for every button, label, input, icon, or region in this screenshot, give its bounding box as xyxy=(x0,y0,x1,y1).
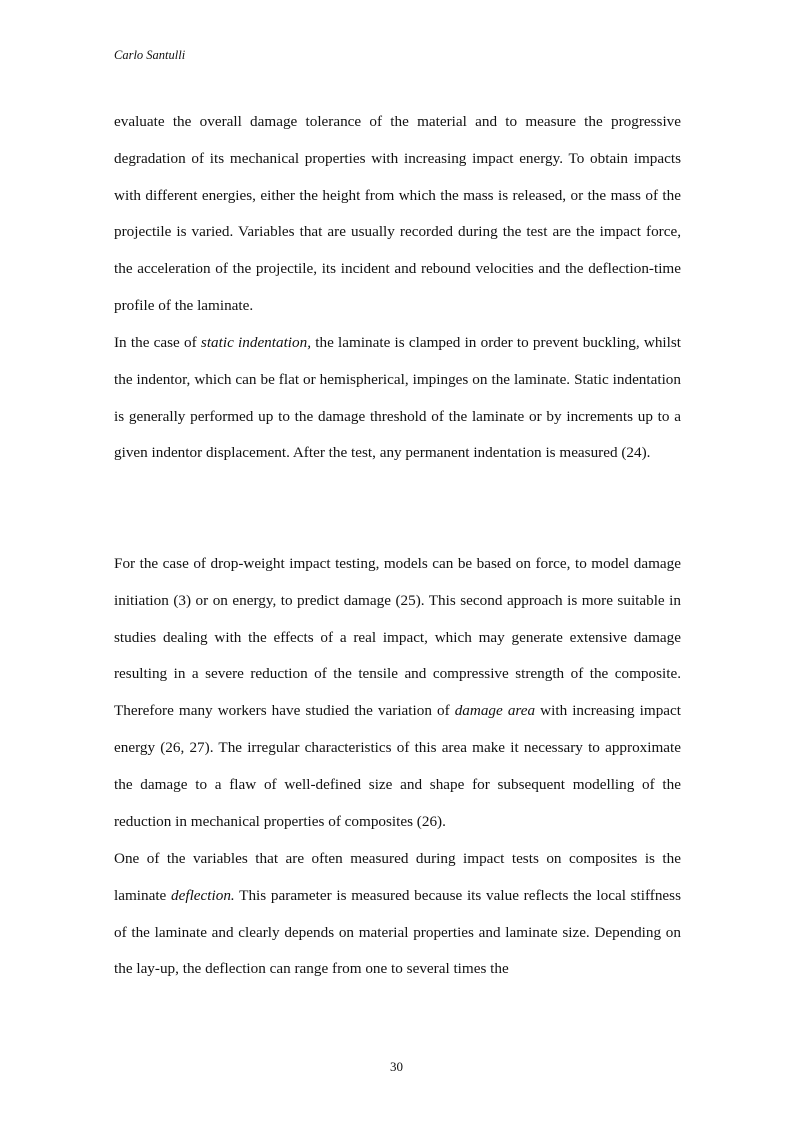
body-paragraph-2 xyxy=(114,325,681,472)
emphasized-term: static indentation, xyxy=(200,334,312,351)
paragraph-text: One of the variables that are often measured during impact tests on composites is the laminate xyxy=(114,850,681,904)
paragraph-text: This parameter is measured because its value reflects the local stiffness of the laminate and clearly depends on material properties and laminate size. Depending on the lay-up, the deflection can range from one to several times the xyxy=(114,886,681,978)
paragraph-text: In the case of xyxy=(114,334,201,351)
body-paragraph-4 xyxy=(114,841,681,988)
paragraph-text: the laminate is clamped in order to prevent buckling, whilst the indentor, which can be flat or hemispherical, impinges on the laminate. Static indentation is generally performed up to the damage threshold of the laminate or by increments up to a given indentor displacement. After the test, any permanent indentation is measured (24). xyxy=(114,334,682,462)
body-paragraph-3 xyxy=(114,546,681,840)
paragraph-text: with increasing impact energy (26, 27). The irregular characteristics of this area make it necessary to approximate the damage to a flaw of well-defined size and shape for subsequent modelling of the reduction in mechanical properties of composites (26). xyxy=(114,702,682,830)
paragraph-text: For the case of drop-weight impact testing, models can be based on force, to model damage initiation (3) or on energy, to predict damage (25). This second approach is more suitable in studies dealing with the effects of a real impact, which may generate extensive damage resulting in a severe reduction of the tensile and compressive strength of the composite. Therefore many workers have studied the variation of xyxy=(114,555,681,720)
page-number: 30 xyxy=(390,1059,403,1074)
emphasized-term: deflection. xyxy=(171,886,235,904)
body-paragraph-1: evaluate the overall damage tolerance of the material and to measure the progressive degradation of its mechanical properties with increasing impact energy. To obtain impacts with different energies, either the height from which the mass is released, or the mass of the projectile is varied. Variables that are usually recorded during the test are the impact force, the acceleration of the projectile, its incident and rebound velocities and the deflection-time profile of the laminate. xyxy=(114,113,681,314)
running-header-author: Carlo Santulli xyxy=(114,48,186,62)
emphasized-term: damage area xyxy=(454,702,536,720)
